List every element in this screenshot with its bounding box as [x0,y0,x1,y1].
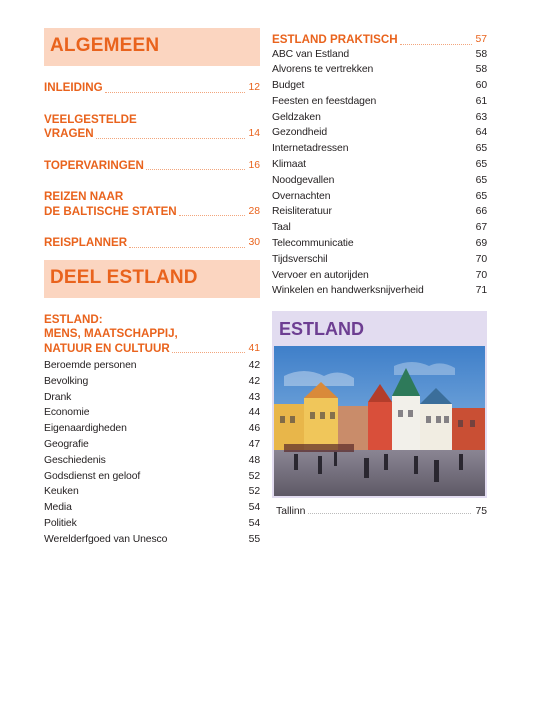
entry-page: 16 [248,159,260,171]
left-column [44,28,260,548]
entry-title: ESTLAND PRAKTISCH [272,33,398,46]
photo-caption-entry[interactable] [272,506,487,517]
sub-item-page: 60 [475,80,487,92]
toc-entry[interactable] [44,190,260,219]
section-mens-maatschappij [44,313,260,357]
sub-item-page: 65 [475,159,487,171]
entry-page: 14 [248,128,260,139]
sub-item-label: Bevolking [44,375,89,387]
toc-sub-item[interactable] [272,236,487,252]
entry-row [44,159,260,174]
photo-box-title: ESTLAND [279,319,364,340]
toc-entry[interactable] [44,113,260,142]
entry-row [44,127,260,142]
entry-title-line: ESTLAND: [44,312,103,326]
sub-item-label: Feesten en feestdagen [272,95,377,107]
sub-item-page: 42 [248,360,260,371]
right-column [272,33,487,517]
toc-sub-item[interactable] [272,157,487,173]
toc-sub-item[interactable] [44,500,260,516]
toc-sub-item[interactable] [272,173,487,189]
toc-sub-item[interactable] [44,516,260,532]
toc-sub-item[interactable] [272,268,487,284]
sub-item-label: Geografie [44,438,89,450]
sub-item-label: Economie [44,407,90,419]
toc-sub-item[interactable] [272,110,487,126]
toc-sub-item[interactable] [44,421,260,437]
sub-item-label: Telecommunicatie [272,238,354,250]
dot-leader [105,92,246,93]
dot-leader [308,513,471,514]
entry-row [44,205,260,220]
toc-sub-item[interactable] [272,204,487,220]
entry-row [44,236,260,251]
tallinn-photo [274,346,485,496]
toc-sub-item[interactable] [272,283,487,299]
sub-item-label: Internetadressen [272,143,349,155]
sub-item-page: 67 [475,222,487,234]
toc-sub-item[interactable] [272,62,487,78]
sub-item-page: 43 [248,391,260,403]
toc-entry[interactable] [44,236,260,251]
sub-item-page: 64 [475,127,487,139]
entry-row [44,342,260,357]
sub-item-label: Winkelen en handwerksnijverheid [272,285,424,297]
entry-title-line: REIZEN NAAR [44,190,124,203]
sub-item-page: 65 [475,190,487,202]
dot-leader [179,215,246,216]
entry-title: REISPLANNER [44,236,128,249]
toc-section-entry[interactable] [44,313,260,357]
toc-sub-item[interactable] [44,469,260,485]
dot-leader [129,247,245,248]
sub-item-label: Budget [272,80,305,92]
sub-item-page: 42 [248,375,260,387]
entry-page: 28 [248,205,260,217]
toc-sub-item[interactable] [44,358,260,374]
toc-sub-item[interactable] [272,189,487,205]
sub-item-page: 52 [248,486,260,498]
toc-sub-item[interactable] [272,78,487,94]
toc-sub-item[interactable] [44,390,260,406]
sub-item-label: Media [44,502,72,514]
sub-item-label: ABC van Estland [272,48,350,60]
banner-title: DEEL ESTLAND [50,266,198,288]
sub-item-page: 66 [475,206,487,218]
toc-sub-item[interactable] [272,125,487,141]
dot-leader [96,138,246,139]
sub-item-label: Geschiedenis [44,454,106,466]
left-sub-list [44,358,260,548]
sub-item-label: Overnachten [272,190,331,202]
sub-item-page: 70 [475,253,487,265]
toc-sub-item[interactable] [44,437,260,453]
sub-item-label: Eigenaardigheden [44,423,127,435]
entry-title: DE BALTISCHE STATEN [44,204,177,218]
banner-deel-estland [44,260,260,298]
toc-sub-item[interactable] [272,47,487,63]
sub-item-page: 54 [248,517,260,529]
sub-item-page: 58 [475,48,487,60]
sub-item-label: Vervoer en autorijden [272,269,369,281]
sub-item-page: 65 [475,143,487,155]
sub-item-label: Geldzaken [272,111,321,123]
sub-item-label: Reisliteratuur [272,206,332,218]
toc-sub-item[interactable] [272,252,487,268]
toc-sub-item[interactable] [44,484,260,500]
toc-sub-item[interactable] [44,405,260,421]
sub-item-page: 58 [475,64,487,76]
sub-item-page: 44 [248,407,260,419]
estland-photo-box [272,311,487,498]
sub-item-page: 71 [475,285,487,297]
entry-title: VRAGEN [44,127,94,140]
toc-sub-item[interactable] [272,220,487,236]
banner-algemeen [44,28,260,66]
entry-row [44,81,260,96]
sub-item-label: Beroemde personen [44,360,137,371]
sub-item-page: 69 [475,238,487,250]
toc-sub-item[interactable] [272,94,487,110]
toc-entry-estland-praktisch[interactable] [272,33,487,48]
tallinn-photo-illustration [274,346,485,496]
sub-item-page: 70 [475,269,487,281]
entry-page: 57 [475,34,487,45]
sub-item-label: Keuken [44,486,79,498]
toc-sub-item[interactable] [44,453,260,469]
general-entries [44,81,260,251]
sub-item-label: Godsdienst en geloof [44,470,141,482]
sub-item-label: Politiek [44,517,77,529]
toc-sub-item[interactable] [44,532,260,548]
entry-title-line: MENS, MAATSCHAPPIJ, [44,327,178,340]
sub-item-page: 54 [248,502,260,514]
toc-sub-item[interactable] [44,374,260,390]
sub-item-label: Werelderfgoed van Unesco [44,533,168,545]
sub-item-page: 63 [475,111,487,123]
sub-item-page: 46 [248,423,260,435]
toc-entry[interactable] [44,81,260,96]
sub-item-page: 61 [475,95,487,107]
sub-item-label: Tijdsverschil [272,253,328,265]
caption-page: 75 [475,506,487,518]
entry-page: 30 [248,237,260,248]
sub-item-page: 65 [475,174,487,186]
entry-page: 12 [248,82,260,93]
dot-leader [400,44,473,45]
sub-item-page: 47 [248,438,260,450]
banner-title: ALGEMEEN [50,35,160,56]
sub-item-label: Klimaat [272,159,306,171]
sub-item-page: 48 [248,454,260,466]
sub-item-label: Gezondheid [272,127,328,139]
entry-page: 41 [248,342,260,354]
dot-leader [146,169,246,170]
toc-entry[interactable] [44,159,260,174]
right-sub-list [272,47,487,300]
entry-title: INLEIDING [44,81,103,94]
sub-item-label: Noodgevallen [272,174,335,186]
entry-title-line: VEELGESTELDE [44,112,137,126]
entry-title: TOPERVARINGEN [44,158,144,172]
toc-sub-item[interactable] [272,141,487,157]
sub-item-page: 52 [248,470,260,482]
sub-item-page: 55 [248,533,260,545]
entry-title: NATUUR EN CULTUUR [44,341,170,355]
sub-item-label: Alvorens te vertrekken [272,64,374,76]
sub-item-label: Taal [272,222,291,234]
caption-label: Tallinn [276,506,306,518]
dot-leader [172,352,246,353]
sub-item-label: Drank [44,391,72,403]
